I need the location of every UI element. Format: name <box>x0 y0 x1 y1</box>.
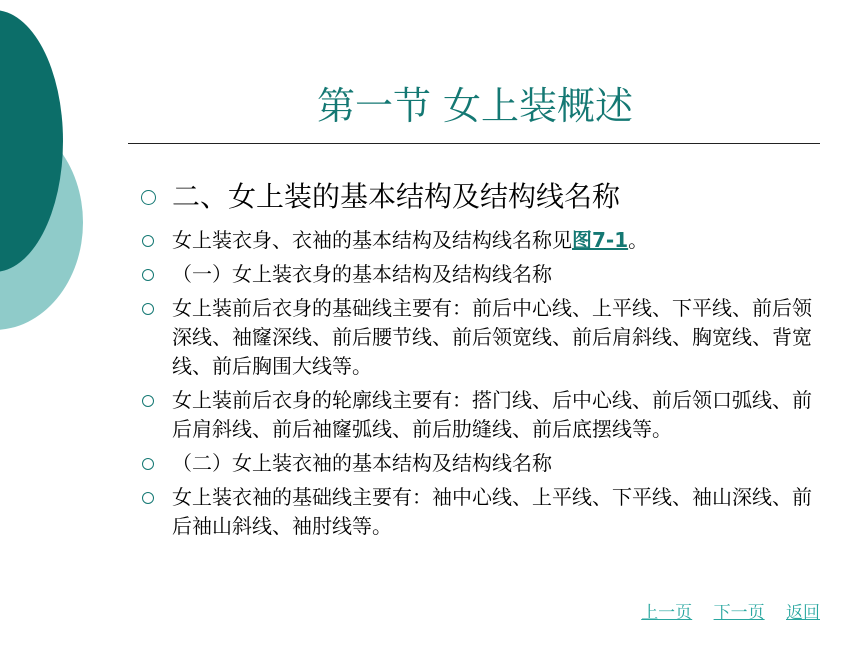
slide-content <box>138 178 818 546</box>
next-page-link[interactable]: 下一页 <box>713 603 765 623</box>
title-divider <box>128 143 820 144</box>
list-item-text: 女上装前后衣身的基础线主要有：前后中心线、上平线、下平线、前后领深线、袖窿深线、前后腰节线、前后领宽线、前后肩斜线、胸宽线、背宽线、前后胸围大线等。 <box>172 296 812 378</box>
list-item-text: （一）女上装衣身的基本结构及结构线名称 <box>172 262 552 286</box>
figure-link[interactable]: 图7-1 <box>572 228 629 252</box>
slide-title: 第一节 女上装概述 <box>316 84 634 128</box>
section-heading-text: 二、女上装的基本结构及结构线名称 <box>172 180 621 213</box>
list-item <box>138 226 818 255</box>
list-item-text: 女上装衣身、衣袖的基本结构及结构线名称见 <box>172 228 572 252</box>
list-item-text: （二）女上装衣袖的基本结构及结构线名称 <box>172 451 552 475</box>
list-item <box>138 449 818 478</box>
list-item-text: 女上装前后衣身的轮廓线主要有：搭门线、后中心线、前后领口弧线、前后肩斜线、前后袖窿弧线、前后肋缝线、前后底摆线等。 <box>172 388 812 441</box>
prev-page-link[interactable]: 上一页 <box>641 603 693 623</box>
circle-bullet-icon <box>141 190 156 205</box>
list-item <box>138 260 818 289</box>
list-item <box>138 294 818 381</box>
circle-bullet-icon <box>142 303 154 315</box>
list-item-suffix: 。 <box>628 228 649 252</box>
circle-bullet-icon <box>142 492 154 504</box>
circle-bullet-icon <box>142 458 154 470</box>
circle-bullet-icon <box>142 269 154 281</box>
list-item <box>138 386 818 444</box>
slide-navigation <box>625 598 820 623</box>
list-item <box>138 483 818 541</box>
circle-bullet-icon <box>142 395 154 407</box>
back-link[interactable]: 返回 <box>786 603 820 623</box>
circle-bullet-icon <box>142 235 154 247</box>
section-heading <box>138 178 818 216</box>
list-item-text: 女上装衣袖的基础线主要有：袖中心线、上平线、下平线、袖山深线、前后袖山斜线、袖肘线等。 <box>172 485 812 538</box>
